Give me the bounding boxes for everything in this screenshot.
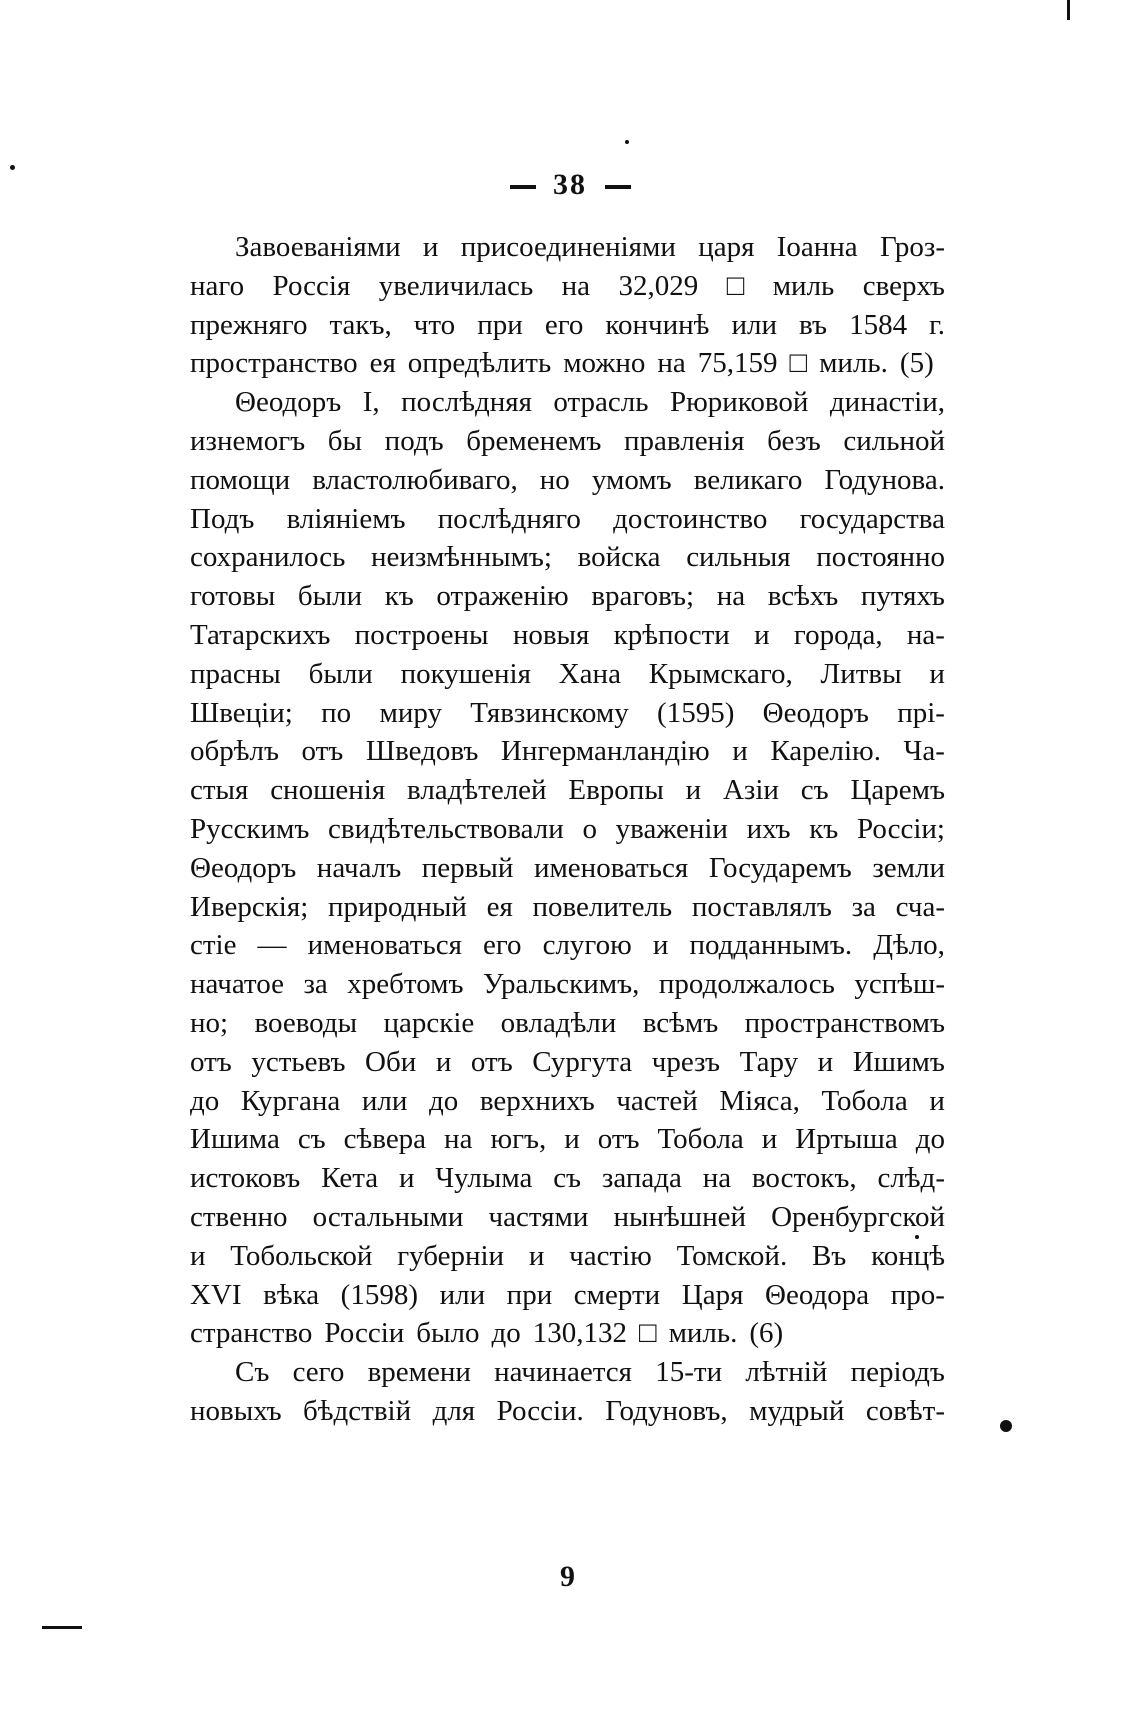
ink-speck xyxy=(915,1235,919,1239)
text-line: и Тобольской губерніи и частію Томской. Въ концѣ xyxy=(190,1239,945,1272)
scan-edge-mark xyxy=(1067,0,1070,20)
ink-speck xyxy=(625,140,629,144)
text-line: обрѣлъ отъ Шведовъ Ингерманландію и Карелію. Ча- xyxy=(190,735,945,768)
text-line: Иверскія; природный ея повелитель поставлялъ за сча- xyxy=(190,890,945,923)
body-text xyxy=(190,228,945,1431)
text-line: Русскимъ свидѣтельствовали о уваженіи ихъ къ Россіи; xyxy=(190,812,945,845)
text-line: изнемогъ бы подъ бременемъ правленія безъ сильной xyxy=(190,424,945,457)
margin-rule-mark xyxy=(42,1626,82,1629)
ink-speck xyxy=(10,165,15,170)
text-line: стіе — именоваться его слугою и подданнымъ. Дѣло, xyxy=(190,929,945,962)
signature-mark: 9 xyxy=(560,1560,575,1593)
text-line: отъ устьевъ Оби и отъ Сургута чрезъ Тару и Ишимъ xyxy=(190,1045,945,1078)
text-line: Θеодоръ началъ первый именоваться Государемъ земли xyxy=(190,851,945,884)
text-line: пространство ея опредѣлить можно на 75,159 □ миль. (5) xyxy=(190,347,934,380)
text-line: новыхъ бѣдствій для Россіи. Годуновъ, мудрый совѣт- xyxy=(190,1394,945,1427)
text-line: наго Россія увеличилась на 32,029 □ миль сверхъ xyxy=(190,269,945,302)
text-line: Ишима съ сѣвера на югъ, и отъ Тобола и Иртыша до xyxy=(190,1123,945,1156)
text-line: Подъ вліяніемъ послѣдняго достоинство государства xyxy=(190,502,945,535)
text-line: до Кургана или до верхнихъ частей Міяса, Тобола и xyxy=(190,1084,945,1117)
page-number-header xyxy=(0,168,1140,202)
text-line: помощи властолюбиваго, но умомъ великаго Годунова. xyxy=(190,463,945,496)
text-line: Завоеваніями и присоединеніями царя Іоанна Гроз- xyxy=(235,231,945,263)
text-line: прежняго такъ, что при его кончинѣ или въ 1584 г. xyxy=(190,308,945,341)
text-line: Татарскихъ построены новыя крѣпости и города, на- xyxy=(190,618,945,651)
text-line: прасны были покушенія Хана Крымскаго, Литвы и xyxy=(190,657,945,690)
header-dash-right xyxy=(605,185,631,189)
header-dash-left xyxy=(510,185,536,189)
ink-speck xyxy=(1000,1420,1012,1432)
text-line: XVI вѣка (1598) или при смерти Царя Θеодора про- xyxy=(190,1278,945,1311)
text-line: Швеціи; по миру Тявзинскому (1595) Θеодоръ прі- xyxy=(190,696,945,729)
text-line: истоковъ Кета и Чулыма съ запада на востокъ, слѣд- xyxy=(190,1162,945,1195)
text-line: начатое за хребтомъ Уральскимъ, продолжалось успѣш- xyxy=(190,968,945,1001)
text-line: Θеодоръ I, послѣдняя отрасль Рюриковой династіи, xyxy=(235,386,945,419)
text-line: ственно остальными частями нынѣшней Оренбургской xyxy=(190,1200,945,1233)
text-line: стыя сношенія владѣтелей Европы и Азіи съ Царемъ xyxy=(190,774,945,807)
text-line: Съ сего времени начинается 15-ти лѣтній періодъ xyxy=(235,1356,945,1389)
page-number: 38 xyxy=(553,168,587,201)
text-line: готовы были къ отраженію враговъ; на всѣхъ путяхъ xyxy=(190,580,945,613)
text-line: сохранилось неизмѣннымъ; войска сильныя постоянно xyxy=(190,541,945,574)
text-line: но; воеводы царскіе овладѣли всѣмъ пространствомъ xyxy=(190,1006,945,1039)
text-line: странство Россіи было до 130,132 □ миль. (6) xyxy=(190,1317,784,1350)
